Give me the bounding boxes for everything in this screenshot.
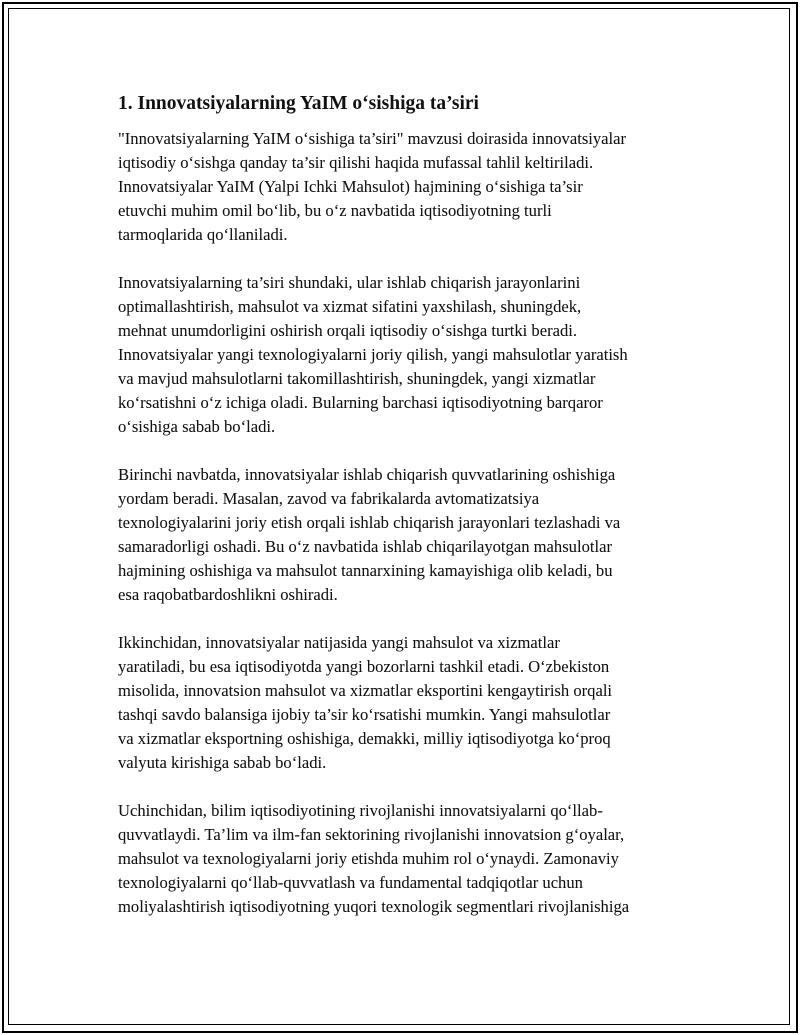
text-line: quvvatlaydi. Ta’lim va ilm-fan sektorining rivojlanishi innovatsion g‘oyalar, xyxy=(118,825,625,844)
document-body xyxy=(118,91,688,943)
section-heading: 1. Innovatsiyalarning YaIM o‘sishiga ta’siri xyxy=(118,93,479,114)
paragraph-second xyxy=(118,631,688,775)
text-line: etuvchi muhim omil bo‘lib, bu o‘z navbatida iqtisodiyotning turli xyxy=(118,201,552,220)
text-line: valyuta kirishiga sabab bo‘ladi. xyxy=(118,753,327,772)
text-line: samaradorligi oshadi. Bu o‘z navbatida ishlab chiqarilayotgan mahsulotlar xyxy=(118,537,612,556)
paragraph-third xyxy=(118,799,688,919)
paragraph-intro xyxy=(118,127,688,247)
text-line: misolida, innovatsion mahsulot va xizmatlar eksportini kengaytirish orqali xyxy=(118,681,613,700)
text-line: Uchinchidan, bilim iqtisodiyotining rivojlanishi innovatsiyalarni qo‘llab- xyxy=(118,801,603,820)
text-line: va mavjud mahsulotlarni takomillashtirish, shuningdek, yangi xizmatlar xyxy=(118,369,596,388)
paragraph-impact xyxy=(118,271,688,439)
text-line: va xizmatlar eksportning oshishiga, demakki, milliy iqtisodiyotga ko‘proq xyxy=(118,729,611,748)
text-line: "Innovatsiyalarning YaIM o‘sishiga ta’siri" mavzusi doirasida innovatsiyalar xyxy=(118,129,627,148)
text-line: optimallashtirish, mahsulot va xizmat sifatini yaxshilash, shuningdek, xyxy=(118,297,582,316)
text-line: tashqi savdo balansiga ijobiy ta’sir ko‘rsatishi mumkin. Yangi mahsulotlar xyxy=(118,705,611,724)
text-line: hajmining oshishiga va mahsulot tannarxining kamayishiga olib keladi, bu xyxy=(118,561,613,580)
text-line: moliyalashtirish iqtisodiyotning yuqori texnologik segmentlari rivojlanishiga xyxy=(118,897,630,916)
text-line: ko‘rsatishni o‘z ichiga oladi. Bularning barchasi iqtisodiyotning barqaror xyxy=(118,393,603,412)
text-line: tarmoqlarida qo‘llaniladi. xyxy=(118,225,288,244)
text-line: texnologiyalarni qo‘llab-quvvatlash va fundamental tadqiqotlar uchun xyxy=(118,873,583,892)
text-line: o‘sishiga sabab bo‘ladi. xyxy=(118,417,276,436)
text-line: mahsulot va texnologiyalarni joriy etishda muhim rol o‘ynaydi. Zamonaviy xyxy=(118,849,619,868)
text-line: esa raqobatbardoshlikni oshiradi. xyxy=(118,585,338,604)
text-line: Birinchi navbatda, innovatsiyalar ishlab chiqarish quvvatlarining oshishiga xyxy=(118,465,616,484)
text-line: mehnat unumdorligini oshirish orqali iqtisodiy o‘sishga turtki beradi. xyxy=(118,321,578,340)
text-line: Ikkinchidan, innovatsiyalar natijasida yangi mahsulot va xizmatlar xyxy=(118,633,560,652)
text-line: Innovatsiyalarning ta’siri shundaki, ular ishlab chiqarish jarayonlarini xyxy=(118,273,581,292)
text-line: texnologiyalarini joriy etish orqali ishlab chiqarish jarayonlari tezlashadi va xyxy=(118,513,621,532)
text-line: Innovatsiyalar yangi texnologiyalarni joriy qilish, yangi mahsulotlar yaratish xyxy=(118,345,628,364)
text-line: yaratiladi, bu esa iqtisodiyotda yangi bozorlarni tashkil etadi. O‘zbekiston xyxy=(118,657,610,676)
text-line: yordam beradi. Masalan, zavod va fabrikalarda avtomatizatsiya xyxy=(118,489,540,508)
paragraph-first xyxy=(118,463,688,607)
text-line: iqtisodiy o‘sishga qanday ta’sir qilishi haqida mufassal tahlil keltiriladi. xyxy=(118,153,594,172)
text-line: Innovatsiyalar YaIM (Yalpi Ichki Mahsulot) hajmining o‘sishiga ta’sir xyxy=(118,177,583,196)
